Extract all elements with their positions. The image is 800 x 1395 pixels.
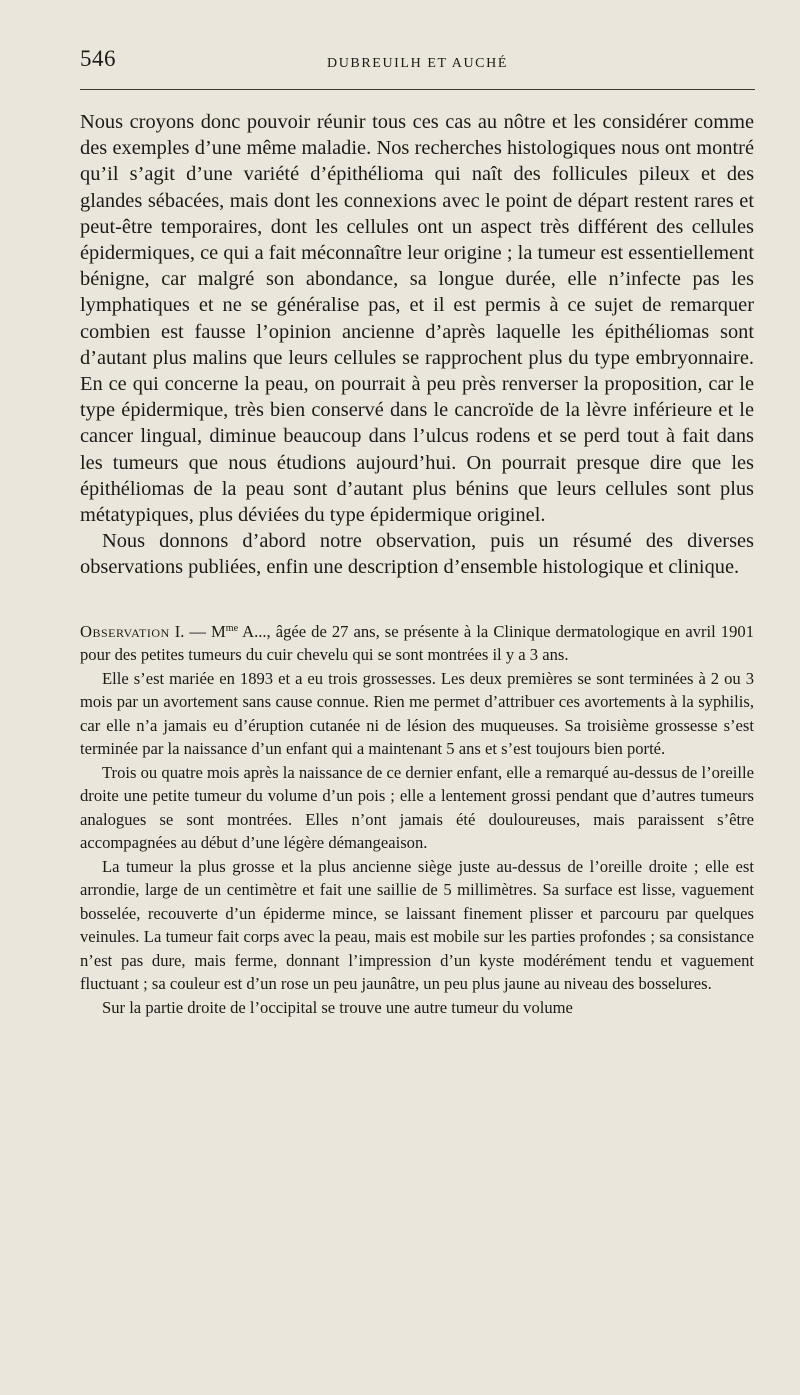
- observation-first-text: A..., âgée de 27 ans, se présente à la Clinique dermatologique en avril 1901 pour des petites tumeurs du cuir chevelu qui se sont montrées il y a 3 ans.: [80, 621, 754, 665]
- observation-paragraph: La tumeur la plus grosse et la plus ancienne siège juste au-dessus de l’oreille droite ; elle est arrondie, large de un centimètre et fait une saillie de 5 millimètres. Sa surface est lisse, vaguement bosselée, recouverte d’un épiderme mince, se laissant finement plisser et parcouru par quelques veinules. La tumeur fait corps avec la peau, mais est mobile sur les parties profondes ; sa consistance n’est pas dure, mais ferme, donnant l’impression d’un kyste modérément tendu et vaguement fluctuant ; sa couleur est d’un rose un peu jaunâtre, un peu plus jaune au niveau des bosselures.: [80, 856, 754, 994]
- observation-dash: —: [184, 621, 212, 641]
- page-header: [80, 46, 755, 86]
- observation-label: Observation: [80, 621, 170, 641]
- header-rule: [80, 89, 755, 90]
- intro-section: [80, 109, 754, 581]
- intro-paragraph-1: Nous croyons donc pouvoir réunir tous ces cas au nôtre et les considérer comme des exemples d’une même maladie. Nos recherches histologiques nous ont montré qu’il s’agit d’une variété d’épithélioma qui naît des follicules pileux et des glandes sébacées, mais dont les connexions avec le point de départ restent rares et peut-être temporaires, dont les cellules ont un aspect très différent des cellules épidermiques, ce qui a fait méconnaître leur origine ; la tumeur est essentiellement bénigne, car malgré son abondance, sa longue durée, elle n’infecte pas les lymphatiques et ne se généralise pas, et il est permis à ce sujet de remarquer combien est fausse l’opinion ancienne d’après laquelle les épithéliomas sont d’autant plus malins que leurs cellules se rapprochent plus du type embryonnaire. En ce qui concerne la peau, on pourrait à peu près renverser la proposition, car le type épidermique, très bien conservé dans le cancroïde de la lèvre inférieure et le cancer lingual, diminue beaucoup dans l’ulcus rodens et se perd tout à fait dans les tumeurs que nous étudions aujourd’hui. On pourrait presque dire que les épithéliomas de la peau sont d’autant plus bénins que leurs cellules sont plus métatypiques, plus déviées du type épidermique originel.: [80, 111, 754, 527]
- intro-paragraph-2: Nous donnons d’abord notre observation, puis un résumé des diverses observations publiées, enfin une description d’ensemble histologique et clinique.: [80, 530, 754, 579]
- observation-heading-paragraph: [80, 617, 754, 667]
- patient-title: M: [211, 621, 226, 641]
- observation-section: [80, 617, 754, 1020]
- observation-paragraph: Trois ou quatre mois après la naissance de ce dernier enfant, elle a remarqué au-dessus de l’oreille droite une petite tumeur du volume d’un pois ; elle a lentement grossi pendant que d’autres tumeurs analogues se sont montrées. Elles n’ont jamais été douloureuses, mais paraissent s’être accompagnées au début d’une légère démangeaison.: [80, 762, 754, 853]
- page-number: 546: [80, 46, 116, 71]
- patient-title-sup: me: [225, 622, 239, 634]
- running-title: DUBREUILH ET AUCHÉ: [327, 56, 508, 71]
- observation-paragraph: Elle s’est mariée en 1893 et a eu trois grossesses. Les deux premières se sont terminées à 2 ou 3 mois par un avortement sans cause connue. Rien me permet d’attribuer ces avortements à la syphilis, car elle n’a jamais eu d’éruption cutanée ni de lésion des muqueuses. Sa troisième grossesse s’est terminée par la naissance d’un enfant qui a maintenant 5 ans et s’est toujours bien porté.: [80, 668, 754, 759]
- observation-paragraph: Sur la partie droite de l’occipital se trouve une autre tumeur du volume: [102, 997, 573, 1017]
- body-text: [80, 109, 754, 1019]
- observation-number: I.: [174, 621, 185, 641]
